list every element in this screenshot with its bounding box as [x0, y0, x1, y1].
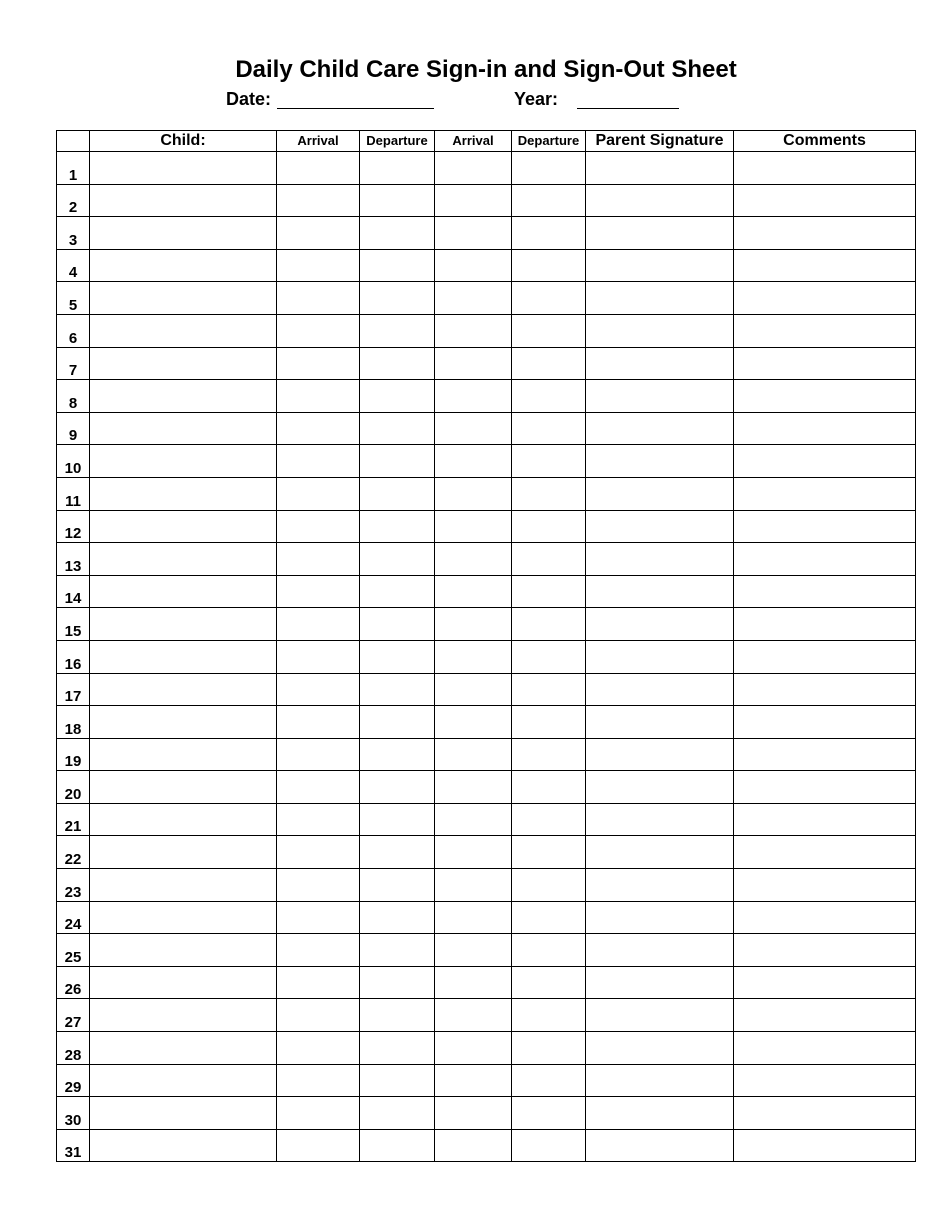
parent-signature-cell[interactable] [586, 640, 734, 673]
table-row [57, 803, 916, 836]
table-row [57, 445, 916, 478]
table-row [57, 901, 916, 934]
arrival-1-cell[interactable] [277, 184, 360, 217]
departure-2-cell[interactable] [512, 412, 586, 445]
table-row [57, 412, 916, 445]
date-field[interactable] [277, 108, 434, 109]
departure-1-cell[interactable] [360, 738, 435, 771]
departure-2-cell[interactable] [512, 901, 586, 934]
column-header-departure-1: Departure [360, 131, 435, 152]
child-cell[interactable] [90, 314, 277, 347]
arrival-2-cell[interactable] [435, 249, 512, 282]
row-number: 3 [57, 217, 90, 250]
comments-cell[interactable] [734, 673, 916, 706]
comments-cell[interactable] [734, 869, 916, 902]
arrival-2-cell[interactable] [435, 901, 512, 934]
departure-2-cell[interactable] [512, 836, 586, 869]
row-number: 28 [57, 1032, 90, 1065]
departure-2-cell[interactable] [512, 738, 586, 771]
row-number: 29 [57, 1064, 90, 1097]
arrival-2-cell[interactable] [435, 152, 512, 185]
arrival-1-cell[interactable] [277, 966, 360, 999]
parent-signature-cell[interactable] [586, 803, 734, 836]
row-number: 2 [57, 184, 90, 217]
arrival-2-cell[interactable] [435, 575, 512, 608]
parent-signature-cell[interactable] [586, 314, 734, 347]
year-label: Year: [514, 89, 559, 109]
child-cell[interactable] [90, 575, 277, 608]
arrival-1-cell[interactable] [277, 445, 360, 478]
arrival-1-cell[interactable] [277, 543, 360, 576]
arrival-1-cell[interactable] [277, 640, 360, 673]
table-row [57, 282, 916, 315]
child-cell[interactable] [90, 380, 277, 413]
comments-cell[interactable] [734, 803, 916, 836]
row-number: 18 [57, 706, 90, 739]
departure-2-cell[interactable] [512, 803, 586, 836]
table-row [57, 152, 916, 185]
arrival-2-cell[interactable] [435, 282, 512, 315]
parent-signature-cell[interactable] [586, 217, 734, 250]
child-cell[interactable] [90, 152, 277, 185]
table-row [57, 771, 916, 804]
arrival-2-cell[interactable] [435, 314, 512, 347]
arrival-2-cell[interactable] [435, 673, 512, 706]
departure-2-cell[interactable] [512, 575, 586, 608]
parent-signature-cell[interactable] [586, 1129, 734, 1162]
departure-1-cell[interactable] [360, 184, 435, 217]
child-cell[interactable] [90, 803, 277, 836]
table-row [57, 347, 916, 380]
arrival-2-cell[interactable] [435, 771, 512, 804]
row-number: 1 [57, 152, 90, 185]
header-row [57, 131, 916, 152]
child-cell[interactable] [90, 445, 277, 478]
departure-1-cell[interactable] [360, 901, 435, 934]
row-number: 30 [57, 1097, 90, 1130]
parent-signature-cell[interactable] [586, 510, 734, 543]
comments-cell[interactable] [734, 706, 916, 739]
departure-2-cell[interactable] [512, 249, 586, 282]
child-cell[interactable] [90, 1129, 277, 1162]
comments-cell[interactable] [734, 184, 916, 217]
parent-signature-cell[interactable] [586, 738, 734, 771]
arrival-1-cell[interactable] [277, 901, 360, 934]
departure-2-cell[interactable] [512, 380, 586, 413]
table-row [57, 640, 916, 673]
child-cell[interactable] [90, 901, 277, 934]
child-cell[interactable] [90, 836, 277, 869]
table-row [57, 510, 916, 543]
page-title: Daily Child Care Sign-in and Sign-Out Sheet [235, 56, 737, 83]
departure-1-cell[interactable] [360, 152, 435, 185]
comments-cell[interactable] [734, 412, 916, 445]
arrival-1-cell[interactable] [277, 1129, 360, 1162]
departure-1-cell[interactable] [360, 543, 435, 576]
child-cell[interactable] [90, 1064, 277, 1097]
row-number: 13 [57, 543, 90, 576]
parent-signature-cell[interactable] [586, 999, 734, 1032]
row-number: 26 [57, 966, 90, 999]
arrival-2-cell[interactable] [435, 184, 512, 217]
child-cell[interactable] [90, 347, 277, 380]
child-cell[interactable] [90, 608, 277, 641]
departure-1-cell[interactable] [360, 1064, 435, 1097]
parent-signature-cell[interactable] [586, 575, 734, 608]
departure-1-cell[interactable] [360, 314, 435, 347]
arrival-2-cell[interactable] [435, 412, 512, 445]
arrival-2-cell[interactable] [435, 1032, 512, 1065]
comments-cell[interactable] [734, 249, 916, 282]
departure-1-cell[interactable] [360, 249, 435, 282]
departure-1-cell[interactable] [360, 1129, 435, 1162]
row-number: 14 [57, 575, 90, 608]
arrival-2-cell[interactable] [435, 608, 512, 641]
comments-cell[interactable] [734, 380, 916, 413]
departure-2-cell[interactable] [512, 1097, 586, 1130]
comments-cell[interactable] [734, 999, 916, 1032]
arrival-1-cell[interactable] [277, 934, 360, 967]
row-number: 4 [57, 249, 90, 282]
table-row [57, 869, 916, 902]
row-number: 11 [57, 477, 90, 510]
child-cell[interactable] [90, 184, 277, 217]
comments-cell[interactable] [734, 738, 916, 771]
arrival-2-cell[interactable] [435, 738, 512, 771]
departure-2-cell[interactable] [512, 477, 586, 510]
arrival-2-cell[interactable] [435, 966, 512, 999]
row-number: 7 [57, 347, 90, 380]
child-cell[interactable] [90, 640, 277, 673]
parent-signature-cell[interactable] [586, 543, 734, 576]
parent-signature-cell[interactable] [586, 608, 734, 641]
departure-2-cell[interactable] [512, 217, 586, 250]
departure-1-cell[interactable] [360, 217, 435, 250]
comments-cell[interactable] [734, 314, 916, 347]
row-number: 17 [57, 673, 90, 706]
row-number: 19 [57, 738, 90, 771]
comments-cell[interactable] [734, 575, 916, 608]
arrival-1-cell[interactable] [277, 412, 360, 445]
comments-cell[interactable] [734, 152, 916, 185]
parent-signature-cell[interactable] [586, 477, 734, 510]
row-number: 5 [57, 282, 90, 315]
arrival-1-cell[interactable] [277, 1064, 360, 1097]
table-row [57, 543, 916, 576]
column-header-arrival-1: Arrival [277, 131, 360, 152]
table-row [57, 249, 916, 282]
arrival-2-cell[interactable] [435, 869, 512, 902]
table-row [57, 608, 916, 641]
date-label: Date: [226, 89, 272, 109]
column-header-parent-signature: Parent Signature [586, 131, 734, 152]
arrival-2-cell[interactable] [435, 380, 512, 413]
comments-cell[interactable] [734, 934, 916, 967]
parent-signature-cell[interactable] [586, 771, 734, 804]
parent-signature-cell[interactable] [586, 1032, 734, 1065]
parent-signature-cell[interactable] [586, 184, 734, 217]
arrival-2-cell[interactable] [435, 999, 512, 1032]
table-row [57, 314, 916, 347]
parent-signature-cell[interactable] [586, 901, 734, 934]
parent-signature-cell[interactable] [586, 445, 734, 478]
departure-1-cell[interactable] [360, 1097, 435, 1130]
parent-signature-cell[interactable] [586, 1097, 734, 1130]
departure-2-cell[interactable] [512, 869, 586, 902]
child-cell[interactable] [90, 869, 277, 902]
table-row [57, 380, 916, 413]
comments-cell[interactable] [734, 347, 916, 380]
child-cell[interactable] [90, 706, 277, 739]
child-cell[interactable] [90, 673, 277, 706]
arrival-2-cell[interactable] [435, 1097, 512, 1130]
departure-2-cell[interactable] [512, 347, 586, 380]
parent-signature-cell[interactable] [586, 966, 734, 999]
departure-2-cell[interactable] [512, 152, 586, 185]
year-field[interactable] [577, 108, 679, 109]
table-row [57, 217, 916, 250]
child-cell[interactable] [90, 1097, 277, 1130]
parent-signature-cell[interactable] [586, 869, 734, 902]
comments-cell[interactable] [734, 510, 916, 543]
child-cell[interactable] [90, 217, 277, 250]
comments-cell[interactable] [734, 640, 916, 673]
row-number: 12 [57, 510, 90, 543]
departure-2-cell[interactable] [512, 1064, 586, 1097]
departure-2-cell[interactable] [512, 543, 586, 576]
comments-cell[interactable] [734, 217, 916, 250]
arrival-1-cell[interactable] [277, 738, 360, 771]
departure-2-cell[interactable] [512, 640, 586, 673]
arrival-1-cell[interactable] [277, 706, 360, 739]
comments-cell[interactable] [734, 1097, 916, 1130]
arrival-2-cell[interactable] [435, 934, 512, 967]
parent-signature-cell[interactable] [586, 282, 734, 315]
parent-signature-cell[interactable] [586, 934, 734, 967]
departure-2-cell[interactable] [512, 1032, 586, 1065]
comments-cell[interactable] [734, 477, 916, 510]
comments-cell[interactable] [734, 1064, 916, 1097]
parent-signature-cell[interactable] [586, 412, 734, 445]
row-number: 24 [57, 901, 90, 934]
arrival-1-cell[interactable] [277, 608, 360, 641]
arrival-1-cell[interactable] [277, 1097, 360, 1130]
arrival-1-cell[interactable] [277, 477, 360, 510]
comments-cell[interactable] [734, 282, 916, 315]
child-cell[interactable] [90, 510, 277, 543]
child-cell[interactable] [90, 966, 277, 999]
row-number: 20 [57, 771, 90, 804]
arrival-1-cell[interactable] [277, 152, 360, 185]
departure-2-cell[interactable] [512, 673, 586, 706]
arrival-2-cell[interactable] [435, 347, 512, 380]
departure-2-cell[interactable] [512, 934, 586, 967]
child-cell[interactable] [90, 771, 277, 804]
arrival-2-cell[interactable] [435, 1129, 512, 1162]
arrival-2-cell[interactable] [435, 445, 512, 478]
row-number: 15 [57, 608, 90, 641]
table-row [57, 575, 916, 608]
departure-1-cell[interactable] [360, 966, 435, 999]
comments-cell[interactable] [734, 901, 916, 934]
comments-cell[interactable] [734, 608, 916, 641]
arrival-1-cell[interactable] [277, 999, 360, 1032]
arrival-2-cell[interactable] [435, 640, 512, 673]
departure-2-cell[interactable] [512, 1129, 586, 1162]
departure-1-cell[interactable] [360, 608, 435, 641]
parent-signature-cell[interactable] [586, 249, 734, 282]
departure-1-cell[interactable] [360, 999, 435, 1032]
arrival-1-cell[interactable] [277, 314, 360, 347]
parent-signature-cell[interactable] [586, 836, 734, 869]
row-number: 21 [57, 803, 90, 836]
departure-1-cell[interactable] [360, 510, 435, 543]
arrival-1-cell[interactable] [277, 380, 360, 413]
arrival-1-cell[interactable] [277, 347, 360, 380]
departure-1-cell[interactable] [360, 869, 435, 902]
column-header-departure-2: Departure [512, 131, 586, 152]
column-header-comments: Comments [734, 131, 916, 152]
departure-2-cell[interactable] [512, 282, 586, 315]
table-row [57, 999, 916, 1032]
parent-signature-cell[interactable] [586, 152, 734, 185]
row-number: 31 [57, 1129, 90, 1162]
sign-in-table [56, 130, 916, 1162]
arrival-1-cell[interactable] [277, 282, 360, 315]
parent-signature-cell[interactable] [586, 347, 734, 380]
row-number: 6 [57, 314, 90, 347]
child-cell[interactable] [90, 477, 277, 510]
table-row [57, 1097, 916, 1130]
departure-1-cell[interactable] [360, 640, 435, 673]
table-row [57, 184, 916, 217]
departure-1-cell[interactable] [360, 445, 435, 478]
departure-2-cell[interactable] [512, 999, 586, 1032]
comments-cell[interactable] [734, 836, 916, 869]
row-number: 9 [57, 412, 90, 445]
comments-cell[interactable] [734, 543, 916, 576]
comments-cell[interactable] [734, 771, 916, 804]
departure-1-cell[interactable] [360, 412, 435, 445]
departure-1-cell[interactable] [360, 282, 435, 315]
departure-2-cell[interactable] [512, 771, 586, 804]
table-row [57, 673, 916, 706]
table-row [57, 1064, 916, 1097]
arrival-1-cell[interactable] [277, 869, 360, 902]
parent-signature-cell[interactable] [586, 1064, 734, 1097]
row-number: 8 [57, 380, 90, 413]
child-cell[interactable] [90, 412, 277, 445]
departure-1-cell[interactable] [360, 934, 435, 967]
child-cell[interactable] [90, 999, 277, 1032]
departure-1-cell[interactable] [360, 706, 435, 739]
table-row [57, 836, 916, 869]
child-cell[interactable] [90, 934, 277, 967]
arrival-1-cell[interactable] [277, 575, 360, 608]
departure-2-cell[interactable] [512, 445, 586, 478]
table-row [57, 966, 916, 999]
parent-signature-cell[interactable] [586, 380, 734, 413]
departure-1-cell[interactable] [360, 1032, 435, 1065]
table-row [57, 706, 916, 739]
table-row [57, 1129, 916, 1162]
table-row [57, 1032, 916, 1065]
departure-1-cell[interactable] [360, 477, 435, 510]
arrival-2-cell[interactable] [435, 803, 512, 836]
parent-signature-cell[interactable] [586, 706, 734, 739]
departure-2-cell[interactable] [512, 314, 586, 347]
departure-2-cell[interactable] [512, 966, 586, 999]
comments-cell[interactable] [734, 445, 916, 478]
row-number: 16 [57, 640, 90, 673]
row-number: 10 [57, 445, 90, 478]
child-cell[interactable] [90, 249, 277, 282]
arrival-2-cell[interactable] [435, 706, 512, 739]
comments-cell[interactable] [734, 1129, 916, 1162]
arrival-2-cell[interactable] [435, 477, 512, 510]
arrival-2-cell[interactable] [435, 217, 512, 250]
departure-1-cell[interactable] [360, 771, 435, 804]
departure-1-cell[interactable] [360, 803, 435, 836]
arrival-2-cell[interactable] [435, 1064, 512, 1097]
arrival-1-cell[interactable] [277, 803, 360, 836]
departure-2-cell[interactable] [512, 608, 586, 641]
table-row [57, 934, 916, 967]
departure-1-cell[interactable] [360, 575, 435, 608]
departure-2-cell[interactable] [512, 510, 586, 543]
comments-cell[interactable] [734, 966, 916, 999]
table-row [57, 477, 916, 510]
departure-1-cell[interactable] [360, 836, 435, 869]
row-number: 23 [57, 869, 90, 902]
departure-1-cell[interactable] [360, 347, 435, 380]
child-cell[interactable] [90, 1032, 277, 1065]
departure-1-cell[interactable] [360, 380, 435, 413]
arrival-2-cell[interactable] [435, 543, 512, 576]
arrival-1-cell[interactable] [277, 249, 360, 282]
arrival-2-cell[interactable] [435, 836, 512, 869]
column-header-number [57, 131, 90, 152]
table-row [57, 738, 916, 771]
column-header-child: Child: [90, 131, 277, 152]
arrival-1-cell[interactable] [277, 771, 360, 804]
parent-signature-cell[interactable] [586, 673, 734, 706]
row-number: 27 [57, 999, 90, 1032]
column-header-arrival-2: Arrival [435, 131, 512, 152]
arrival-1-cell[interactable] [277, 217, 360, 250]
arrival-2-cell[interactable] [435, 510, 512, 543]
arrival-1-cell[interactable] [277, 510, 360, 543]
row-number: 25 [57, 934, 90, 967]
departure-2-cell[interactable] [512, 184, 586, 217]
child-cell[interactable] [90, 282, 277, 315]
arrival-1-cell[interactable] [277, 673, 360, 706]
departure-2-cell[interactable] [512, 706, 586, 739]
departure-1-cell[interactable] [360, 673, 435, 706]
child-cell[interactable] [90, 738, 277, 771]
arrival-1-cell[interactable] [277, 1032, 360, 1065]
comments-cell[interactable] [734, 1032, 916, 1065]
row-number: 22 [57, 836, 90, 869]
child-cell[interactable] [90, 543, 277, 576]
arrival-1-cell[interactable] [277, 836, 360, 869]
